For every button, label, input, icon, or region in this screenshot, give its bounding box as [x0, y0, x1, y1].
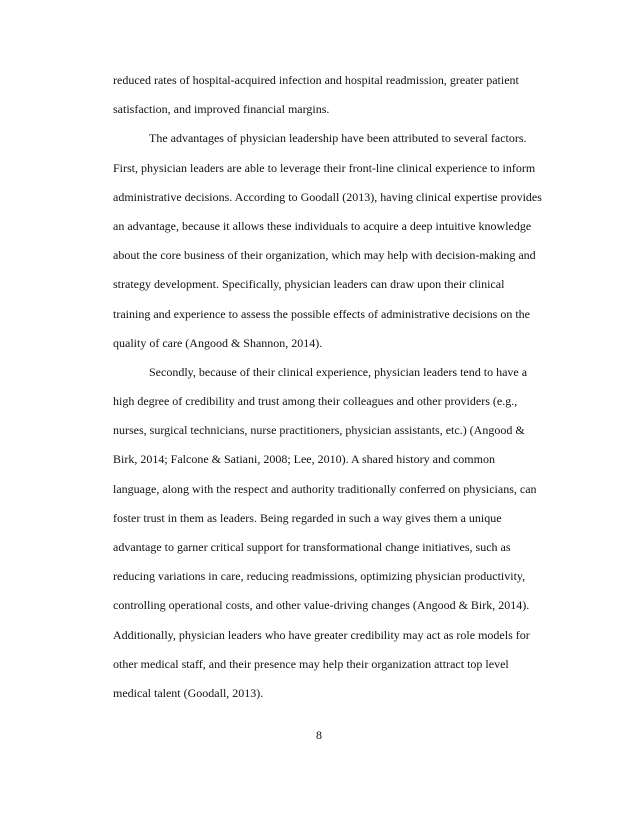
text-line: training and experience to assess the possible effects of administrative decisions on the	[113, 306, 530, 321]
text-line: Additionally, physician leaders who have greater credibility may act as role models for	[113, 627, 530, 642]
text-line: reduced rates of hospital-acquired infection and hospital readmission, greater patient	[113, 73, 519, 87]
text-line: controlling operational costs, and other value-driving changes (Angood & Birk, 2014).	[113, 598, 530, 613]
text-line: satisfaction, and improved financial margins.	[113, 102, 330, 117]
text-line: high degree of credibility and trust among their colleagues and other providers (e.g.,	[113, 394, 518, 409]
text-line: administrative decisions. According to Goodall (2013), having clinical expertise provides	[113, 189, 542, 204]
body-text	[113, 66, 553, 708]
paragraph-start-line: Secondly, because of their clinical experience, physician leaders tend to have a	[149, 364, 528, 379]
text-line: about the core business of their organization, which may help with decision-making and	[113, 248, 536, 263]
text-line: advantage to garner critical support for transformational change initiatives, such as	[113, 540, 511, 554]
text-line: Birk, 2014; Falcone & Satiani, 2008; Lee, 2010). A shared history and common	[113, 452, 495, 467]
text-line: medical talent (Goodall, 2013).	[113, 685, 264, 700]
text-line: First, physician leaders are able to leverage their front-line clinical experience to inform	[113, 160, 536, 175]
text-line: reducing variations in care, reducing readmissions, optimizing physician productivity,	[113, 569, 526, 584]
text-line: foster trust in them as leaders. Being regarded in such a way gives them a unique	[113, 510, 502, 525]
text-line: nurses, surgical technicians, nurse practitioners, physician assistants, etc.) (Angood &	[113, 423, 525, 438]
page-number: 8	[316, 728, 322, 742]
text-line: quality of care (Angood & Shannon, 2014).	[113, 335, 323, 350]
text-line: strategy development. Specifically, physician leaders can draw upon their clinical	[113, 277, 505, 292]
text-line: an advantage, because it allows these individuals to acquire a deep intuitive knowledge	[113, 218, 532, 233]
text-line: language, along with the respect and authority traditionally conferred on physicians, can	[113, 481, 537, 496]
paragraph-start-line: The advantages of physician leadership have been attributed to several factors.	[149, 131, 527, 146]
text-line: other medical staff, and their presence may help their organization attract top level	[113, 656, 509, 671]
